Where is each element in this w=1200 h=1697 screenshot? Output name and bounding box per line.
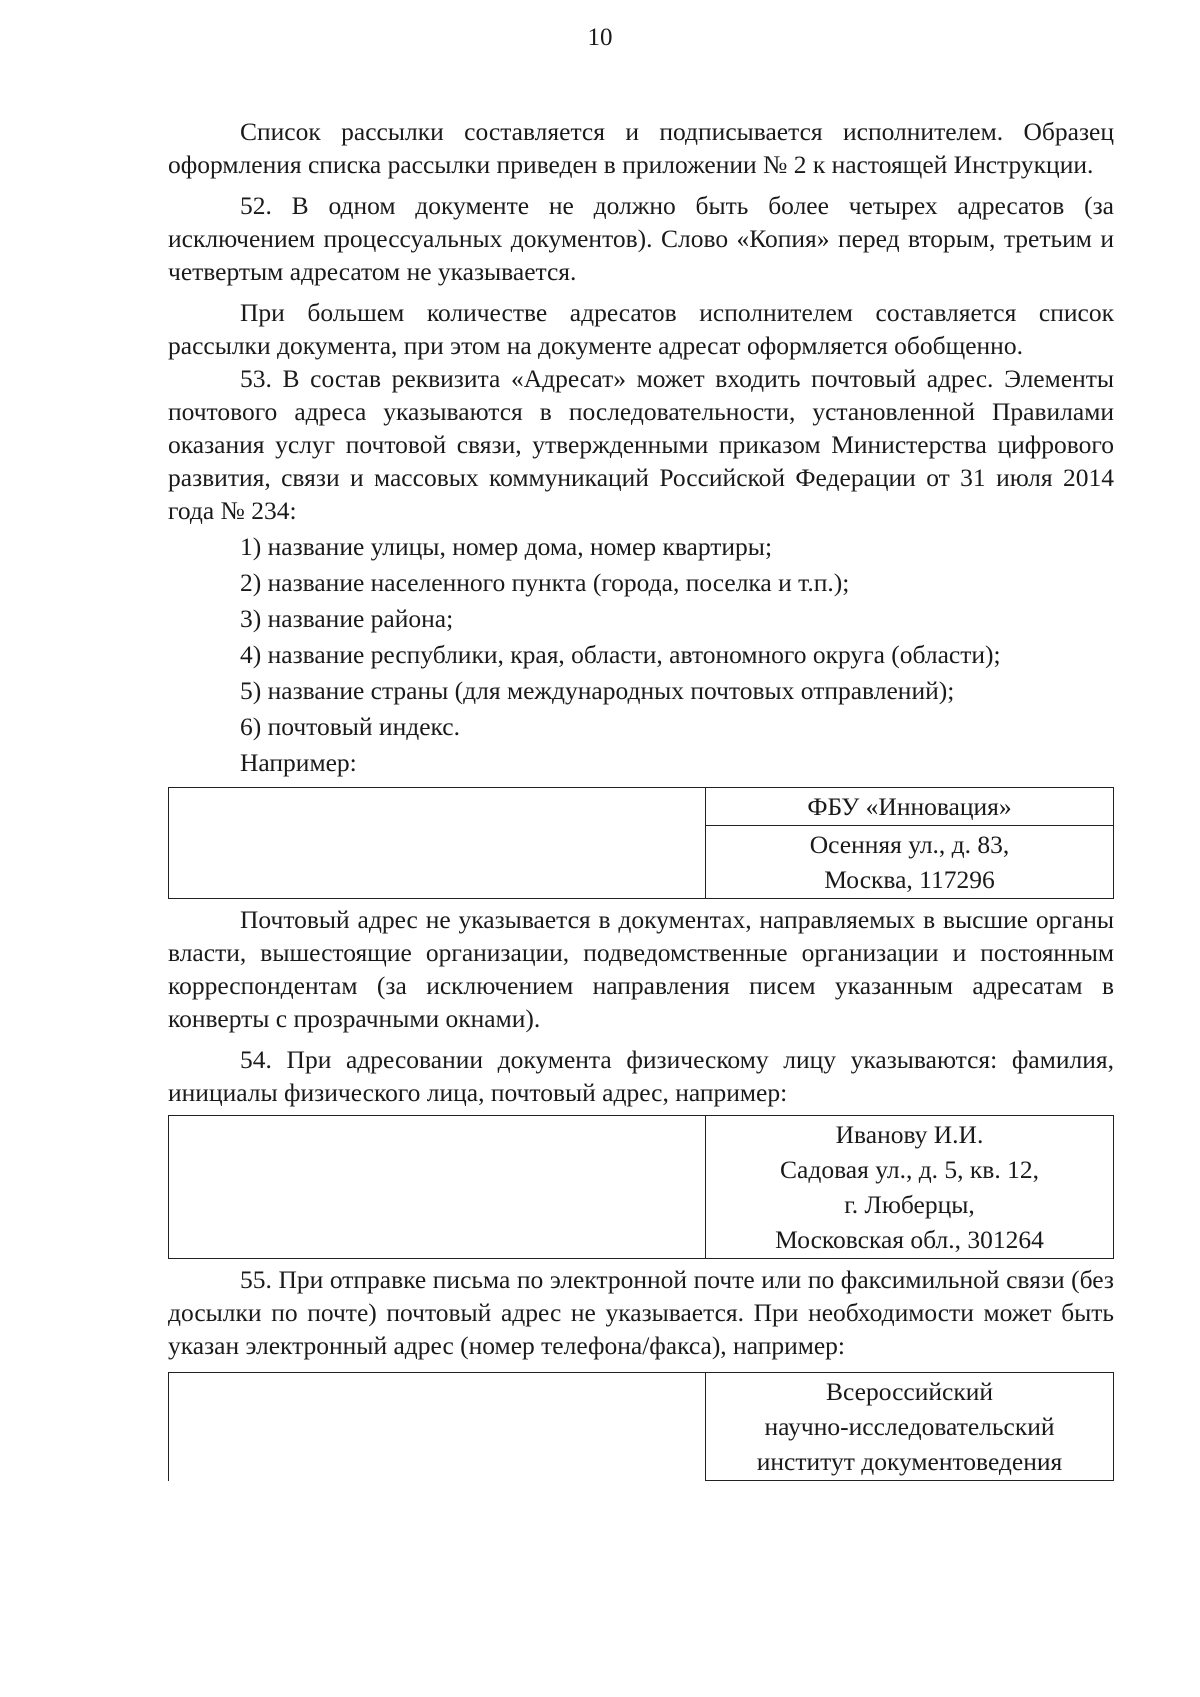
addressee-person-cell [706,1116,1114,1259]
example-address-table-institute [168,1372,1114,1481]
paragraph-more-addressees: При большем количестве адресатов исполнителем составляется список рассылки документа, при этом на документе адресат оформляется обобщенно. [168,298,1114,360]
blank-cell [169,1116,706,1259]
addressee-org-cell [706,788,1114,826]
list-item: 6) почтовый индекс. [240,712,460,741]
address-line: г. Люберцы, [844,1190,975,1219]
paragraph-55: 55. При отправке письма по электронной почте или по факсимильной связи (без досылки по почте) почтовый адрес не указывается. При необходимости может быть указан электронный адрес (номер телефона/факса), например: [168,1265,1114,1360]
list-item: 3) название района; [240,604,454,633]
paragraph-mailing-list: Список рассылки составляется и подписывается исполнителем. Образец оформления списка рассылки приведен в приложении № 2 к настоящей Инструкции. [168,117,1114,179]
address-line: Садовая ул., д. 5, кв. 12, [780,1155,1039,1184]
example-address-table-person [168,1115,1114,1259]
addressee-name: ФБУ «Инновация» [807,792,1012,821]
paragraph-54: 54. При адресовании документа физическому лицу указываются: фамилия, инициалы физического лица, почтовый адрес, например: [168,1045,1114,1107]
list-item: 2) название населенного пункта (города, поселка и т.п.); [240,568,850,597]
address-line: научно-исследовательский [764,1412,1055,1441]
address-line: Иванову И.И. [835,1120,984,1149]
document-body [168,115,1114,1485]
blank-cell [169,1373,706,1481]
paragraph-53: 53. В состав реквизита «Адресат» может входить почтовый адрес. Элементы почтового адреса указываются в последовательности, установленной Правилами оказания услуг почтовой связи, утвержденными приказом Министерства цифрового развития, связи и массовых коммуникаций Российской Федерации от 31 июля 2014 года № 234: [168,364,1114,525]
addressee-institute-cell [706,1373,1114,1481]
list-item: 5) название страны (для международных почтовых отправлений); [240,676,955,705]
page-number: 10 [587,24,613,51]
list-item: 4) название республики, края, области, автономного округа (области); [240,640,1001,669]
address-line: Московская обл., 301264 [775,1225,1044,1254]
example-address-table-organization [168,787,1114,899]
address-line: Всероссийский [825,1377,994,1406]
paragraph-postal-not-specified: Почтовый адрес не указывается в документах, направляемых в высшие органы власти, вышестоящие организации, подведомственные организации и постоянным корреспондентам (за исключением направления писем указанным адресатам в конверты с прозрачными окнами). [168,905,1114,1033]
address-line: Осенняя ул., д. 83, [809,830,1010,859]
postal-address-elements-list [168,529,1114,745]
example-label: Например: [240,748,357,777]
paragraph-52: 52. В одном документе не должно быть более четырех адресатов (за исключением процессуальных документов). Слово «Копия» перед вторым, третьим и четвертым адресатом не указывается. [168,191,1114,286]
address-line: институт документоведения [756,1447,1063,1476]
list-item: 1) название улицы, номер дома, номер квартиры; [240,532,773,561]
postal-address-cell [706,826,1114,899]
blank-cell [169,788,706,899]
address-line: Москва, 117296 [824,865,995,894]
